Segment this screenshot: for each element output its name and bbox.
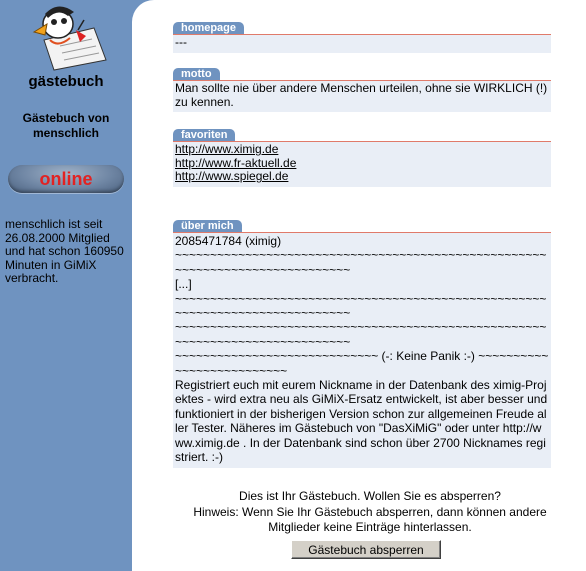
about-section xyxy=(173,218,551,468)
favorite-link-ximig[interactable]: http://www.ximig.de xyxy=(175,142,279,156)
favorites-label: favoriten xyxy=(173,129,235,141)
about-line: 2085471784 (ximig) xyxy=(175,234,282,248)
sidebar-corner xyxy=(132,0,154,22)
lock-guestbook-button[interactable]: Gästebuch absperren xyxy=(291,540,441,559)
motto-text: Man sollte nie über andere Menschen urteilen, ohne sie WIRKLICH (!) zu kennen. xyxy=(173,81,551,112)
homepage-section xyxy=(173,20,551,53)
mascot-logo xyxy=(14,2,118,72)
homepage-value: --- xyxy=(173,35,551,53)
about-line: ~~~~~~~~~~~~~~~~~~~~~~~~~~~~~~~~~~~~~~~~~~~~~~~~~~~~~~~~~~~~~~~~~~~~~~~~~~~~~~ xyxy=(175,320,547,349)
about-label: über mich xyxy=(173,220,242,232)
about-line: ~~~~~~~~~~~~~~~~~~~~~~~~~~~~~~~~~~~~~~~~~~~~~~~~~~~~~~~~~~~~~~~~~~~~~~~~~~~~~~ xyxy=(175,248,547,277)
about-paragraph: Registriert euch mit eurem Nickname in der Datenbank des ximig-Projektes - wird extra neu als GiMiX-Ersatz entwickelt, ist aber besser und funktioniert in der bisherigen Version schon zur allgemeinen Freude aller Tester. Näheres im Gästebuch von "DasXiMiG" oder unter http://www.ximig.de . In der Datenbank sind schon über 2700 Nicknames registriert. :-) xyxy=(175,378,548,465)
notice-hint-cont: Mitglieder keine Einträge hinterlassen. xyxy=(268,520,472,534)
sidebar xyxy=(0,0,132,571)
about-line: ~~~~~~~~~~~~~~~~~~~~~~~~~~~~~ (-: Keine Panik :-) ~~~~~~~~~~~~~~~~~~~~~~~~~~ xyxy=(175,349,549,378)
member-info: menschlich ist seit 26.08.2000 Mitglied und hat schon 160950 Minuten in GiMiX verbracht. xyxy=(5,217,124,286)
lock-notice xyxy=(170,489,570,536)
about-line: [...] xyxy=(175,277,192,292)
motto-label: motto xyxy=(173,68,220,80)
owner-line-1: Gästebuch von xyxy=(22,111,110,125)
about-line: ~~~~~~~~~~~~~~~~~~~~~~~~~~~~~~~~~~~~~~~~~~~~~~~~~~~~~~~~~~~~~~~~~~~~~~~~~~~~~~ xyxy=(175,291,547,321)
favorites-list xyxy=(173,142,551,187)
motto-section xyxy=(173,66,551,112)
notice-hint: Hinweis: Wenn Sie Ihr Gästebuch absperren, dann können andere xyxy=(193,504,547,519)
homepage-label: homepage xyxy=(173,22,244,34)
brand-title: gästebuch xyxy=(28,73,104,90)
notice-question: Dies ist Ihr Gästebuch. Wollen Sie es absperren? xyxy=(239,489,501,503)
owner-line-2: menschlich xyxy=(32,126,100,140)
guestbook-owner xyxy=(0,111,132,141)
favorite-link-fr-aktuell[interactable]: http://www.fr-aktuell.de xyxy=(175,155,297,170)
online-status-badge: online xyxy=(8,165,124,193)
favorites-section xyxy=(173,127,551,187)
about-text xyxy=(173,233,551,468)
favorite-link-spiegel[interactable]: http://www.spiegel.de xyxy=(175,169,289,184)
